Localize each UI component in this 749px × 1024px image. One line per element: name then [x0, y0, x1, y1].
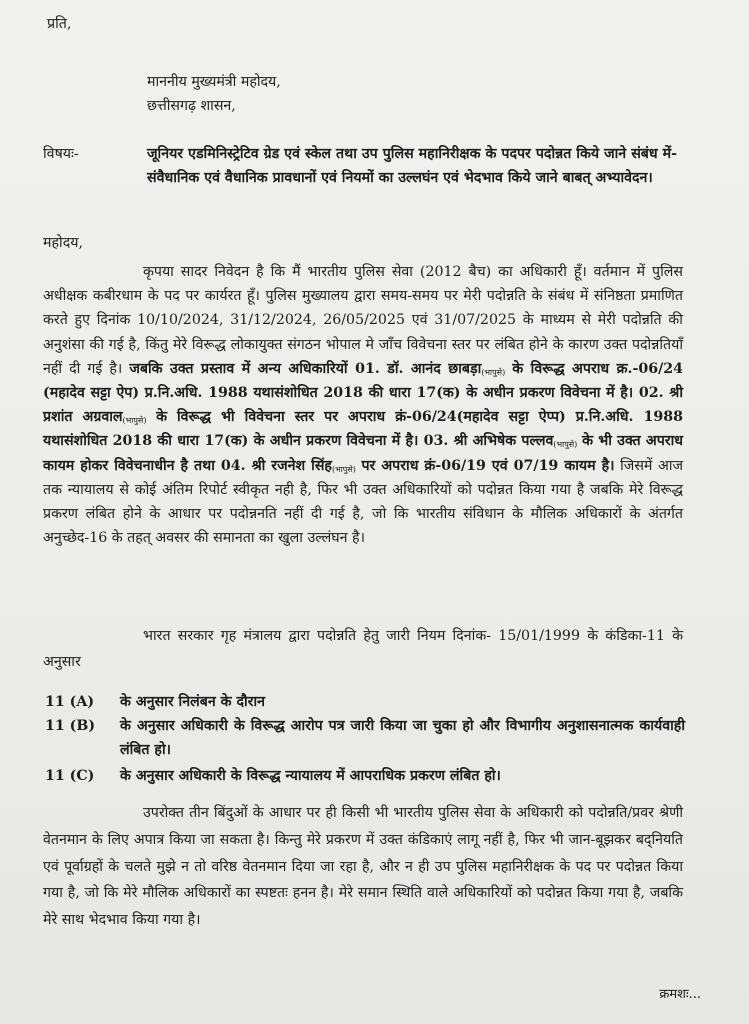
subject-label: विषयः- — [43, 146, 79, 162]
para1-officers-text-c: के विरूद्ध भी विवेचना स्तर पर अपराध क्रं-06/24(महादेव सट्टा ऐप्प) प्र.नि.अधि. 1988 यथासंशोधित 2018 की धारा 17(क) के अधीन प्रकरण विवेचना में है। 03. श्री अभिषेक पल्लव — [43, 409, 683, 450]
para1-officers-text-a: जबकि उक्त प्रस्ताव में अन्य अधिकारियों 01. डॉ. आनंद छाबड़ा — [129, 360, 482, 377]
clause-11a — [45, 690, 685, 714]
salutation-prati: प्रति, — [47, 16, 72, 32]
para1-officers-text-b: के विरूद्ध अपराध क्र.-06/24 (महादेव सट्टा ऐप) प्र.नि.अधि. 1988 यथासंशोधित 2018 की धारा 17(क) के अधीन प्रकरण विवेचना में है। 02. श्री प्रशांत अग्रवाल — [43, 360, 684, 426]
clause-text: के अनुसार निलंबन के दौरान — [120, 694, 266, 710]
cadre-subscript-2: (भापुसे) — [122, 416, 147, 426]
cadre-subscript-1: (भापुसे) — [481, 367, 506, 377]
clause-number: 11 (B) — [45, 718, 96, 734]
clause-number: 11 (A) — [45, 694, 95, 710]
clause-text: के अनुसार अधिकारी के विरूद्ध आरोप पत्र जारी किया जा चुका हो और विभागीय अनुशासनात्मक कार्यवाही लंबित हो। — [120, 718, 685, 758]
body-paragraph-2: भारत सरकार गृह मंत्रालय द्वारा पदोन्नति हेतु जारी नियम दिनांक- 15/01/1999 के कंडिका-11 के अनुसार — [43, 628, 683, 670]
clause-number: 11 (C) — [45, 768, 95, 784]
body-paragraph-3: उपरोक्त तीन बिंदुओं के आधार पर ही किसी भी भारतीय पुलिस सेवा के अधिकारी को पदोन्नति/प्रवर श्रेणी वेतनमान के लिए अपात्र किया जा सकता है। किन्तु मेरे प्रकरण में उक्त कंडिकाएं लागू नहीं है, फिर भी जान-बूझकर बद्नियति एवं पूर्वाग्रहों के चलते मुझे न तो वरिष्ठ वेतनमान दिया जा रहा है, और न ही उप पुलिस महानिरीक्षक के पद पर पदोन्नत किया गया है, जो कि मेरे मौलिक अधिकारों का स्पष्टतः हनन है। मेरे समान स्थिति वाले अधिकारियों को पदोन्नत किया गया है, जबकि मेरे साथ भेदभाव किया गया है। — [43, 805, 683, 929]
cadre-subscript-3: (भापुसे) — [553, 440, 578, 450]
addressee-line-1: माननीय मुख्यमंत्री महोदय, — [147, 74, 281, 90]
body-paragraph-1 — [43, 260, 683, 550]
para1-officers-text-e: पर अपराध क्रं-06/19 एवं 07/19 कायम है। — [361, 457, 615, 474]
para1-sentence-1: कृपया सादर निवेदन है कि मैं भारतीय पुलिस सेवा (2012 बैच) का अधिकारी हूँ। वर्तमान में पुलिस अधीक्षक कबीरधाम के पद पर कार्यरत हूँ। पुलिस मुख्यालय द्वारा समय-समय पर मेरी पदोन्नति के संबंध में संनिष्ठता प्रमाणित करते हुए दिनांक 10/10/2024, 31/12/2024, 26/05/2025 एवं 31/07/2025 के माध्यम से मेरी पदोन्नति की अनुशंसा की गई है, किंतु मेरे विरूद्ध लोकायुक्त संगठन भोपाल मे जाँच विवेचना स्तर पर लंबित होने के कारण उक्त पदोन्नतियाँ नहीं दी गई है। — [43, 264, 683, 377]
clause-text: के अनुसार अधिकारी के विरूद्ध न्यायालय में आपराधिक प्रकरण लंबित हो। — [120, 768, 501, 784]
cadre-subscript-4: (भापुसे) — [331, 464, 356, 474]
clause-11b — [45, 714, 685, 762]
continued-marker: क्रमशः... — [659, 987, 701, 1002]
addressee-line-2: छत्तीसगढ़ शासन, — [147, 98, 236, 114]
subject-text: जूनियर एडमिनिस्ट्रेटिव ग्रेड एवं स्केल तथा उप पुलिस महानिरीक्षक के पदपर पदोन्नत किये जाने संबंध में- संवैधानिक एवं वैधानिक प्रावधानों एवं नियमों का उल्लघंन एवं भेदभाव किये जाने बाबत् अभ्यावेदन। — [147, 146, 677, 186]
para1-sentence-3: जिसमें आज तक न्यायालय से कोई अंतिम रिपोर्ट स्वीकृत नही है, फिर भी उक्त अधिकारियों को पदोन्नत किया गया है जबकि मेरे विरूद्ध प्रकरण लंबित होने के आधार पर पदोन्ननति नहीं दी गई है, जो कि भारतीय संविधान के मौलिक अधिकारों के अंतर्गत अनुच्छेद-16 के तहत् अवसर की समानता का खुला उल्लंघन है। — [43, 457, 684, 547]
clause-11c — [45, 764, 685, 788]
para1-officers-text-d: के भी उक्त अपराध कायम होकर विवेचनाधीन है तथा 04. श्री रजनेश सिंह — [43, 433, 683, 474]
greeting: महोदय, — [43, 235, 83, 251]
